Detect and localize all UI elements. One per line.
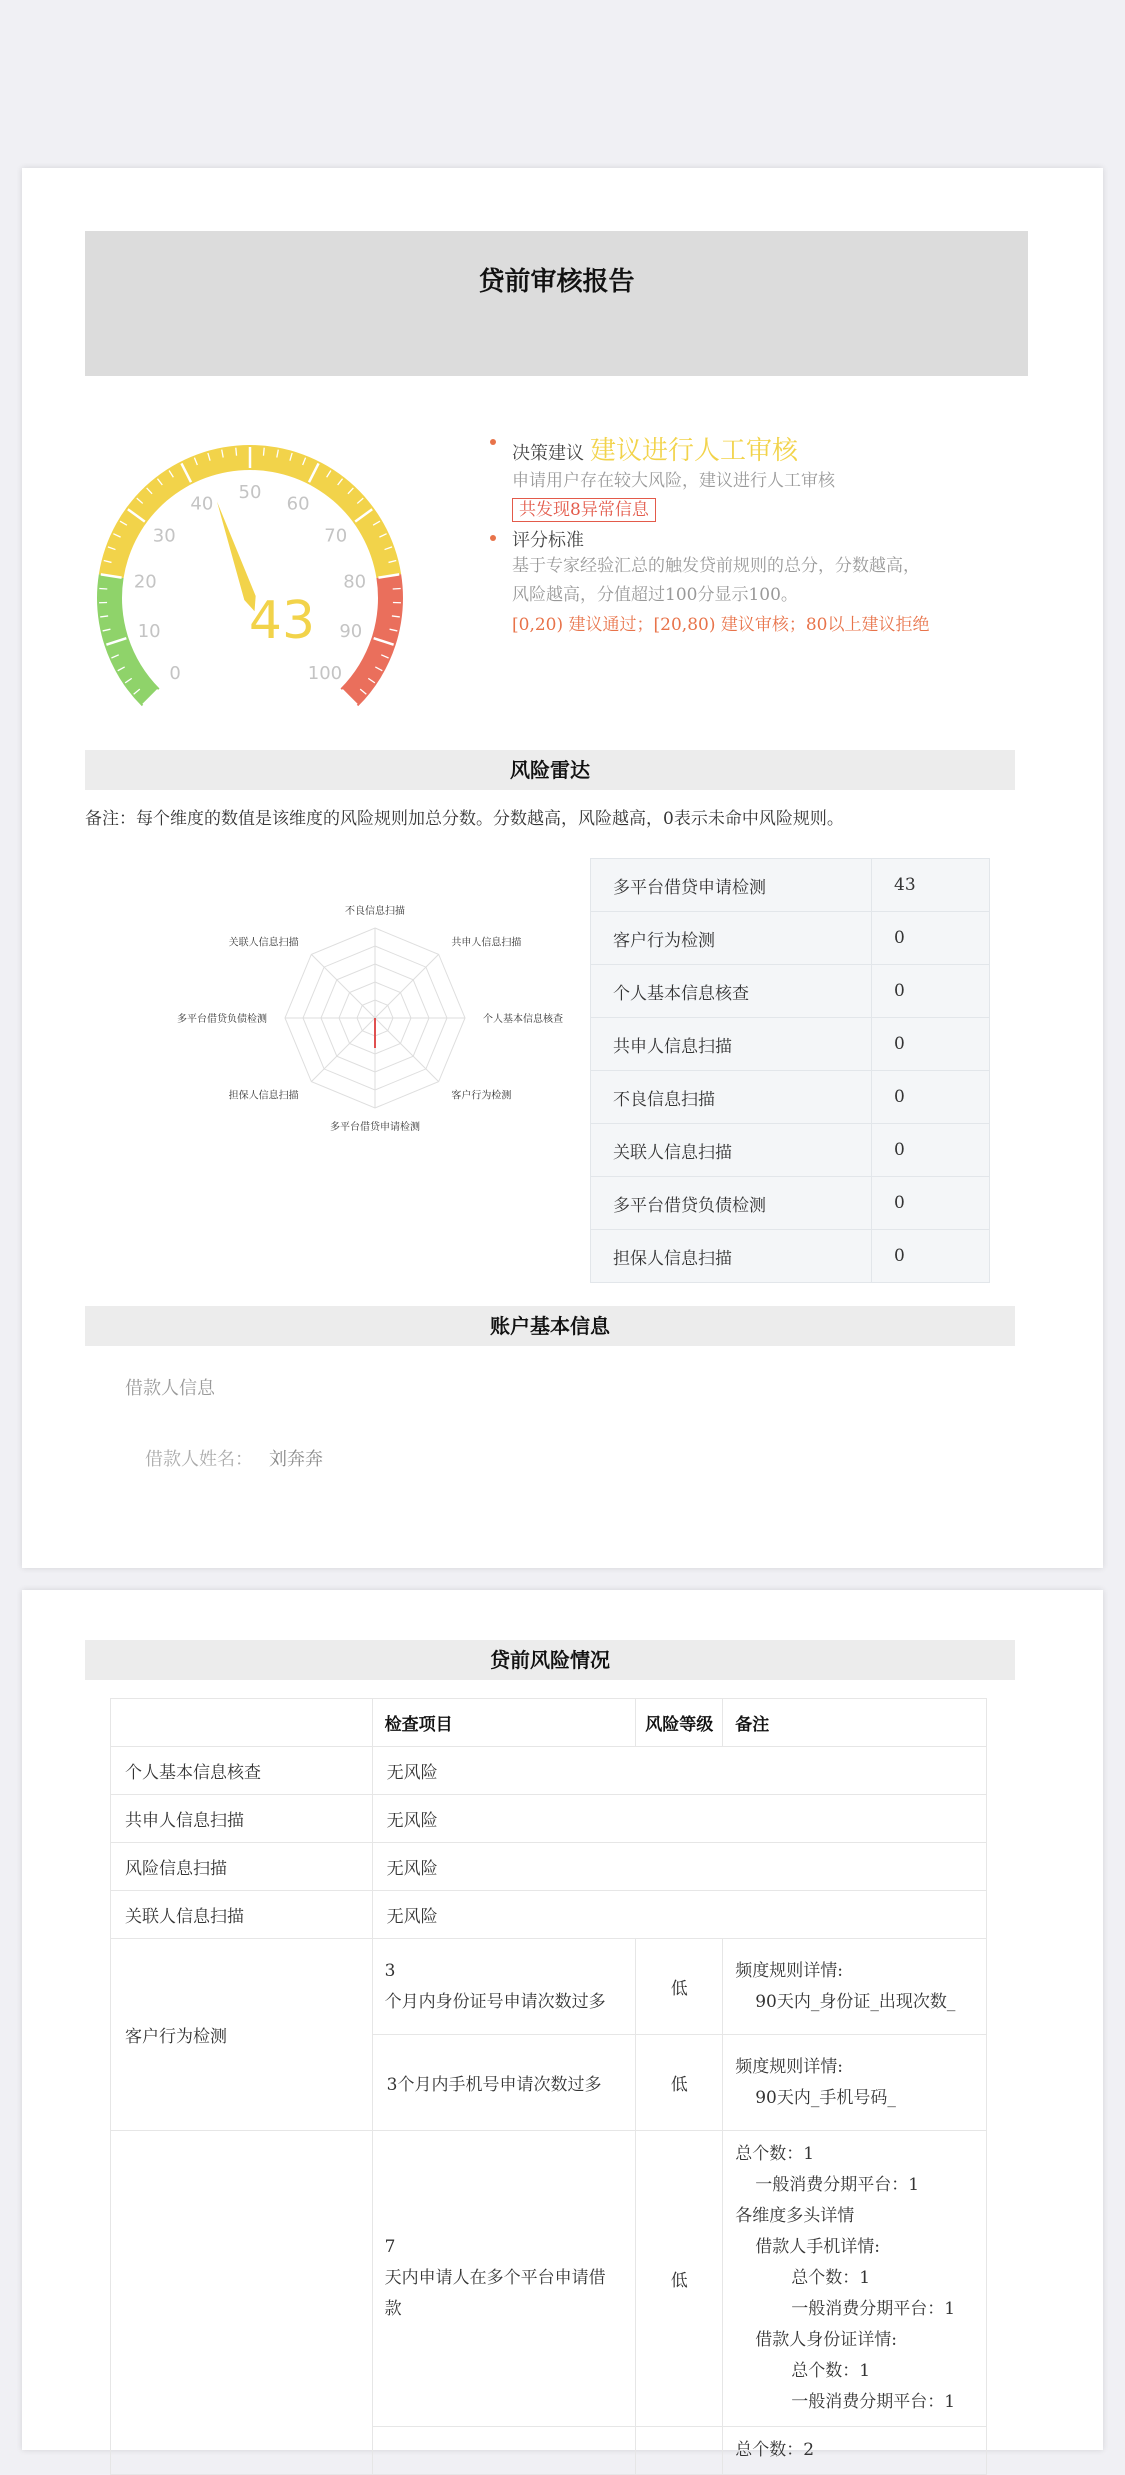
- gauge-tick-label: 10: [138, 621, 161, 642]
- note-line: 90天内_身份证_出现次数_: [735, 1987, 978, 2018]
- decision-label: 决策建议: [512, 443, 584, 464]
- criteria-desc-1: 基于专家经验汇总的触发贷前规则的总分，分数越高，: [512, 552, 1050, 581]
- gauge-tick: [263, 448, 264, 456]
- bullet-icon: [490, 535, 496, 541]
- note-line: 借款人手机详情:: [735, 2232, 978, 2263]
- radar-axis-label: 客户行为检测: [451, 1088, 511, 1101]
- rule-note: [723, 2035, 987, 2131]
- table-row: [591, 912, 990, 965]
- gauge-tick-label: 20: [134, 571, 157, 592]
- row-name: 客户行为检测: [111, 1939, 373, 2131]
- row-name: 关联人信息扫描: [111, 1891, 373, 1939]
- dimension-score: 0: [872, 1230, 990, 1283]
- table-row: [591, 1230, 990, 1283]
- borrower-name-row: [145, 1445, 323, 1471]
- rule-note: [723, 1939, 987, 2035]
- gauge-tick-label: 50: [239, 482, 262, 503]
- radar-score-table: [590, 858, 990, 1283]
- note-line: 频度规则详情:: [735, 2052, 978, 2083]
- header-note: 备注: [723, 1699, 987, 1747]
- note-line: 总个数：1: [735, 2356, 978, 2387]
- table-row: [111, 1843, 987, 1891]
- table-header-row: [111, 1699, 987, 1747]
- check-item-line: 款: [385, 2294, 628, 2325]
- dimension-name: 多平台借贷负债检测: [591, 1177, 872, 1230]
- dimension-score: 43: [872, 859, 990, 912]
- gauge-tick-label: 0: [169, 663, 180, 684]
- note-line: 各维度多头详情: [735, 2201, 978, 2232]
- radar-axis-label: 共申人信息扫描: [451, 936, 521, 949]
- dimension-score: 0: [872, 1177, 990, 1230]
- check-item: 3个月内手机号申请次数过多: [372, 2035, 636, 2131]
- dimension-name: 多平台借贷申请检测: [591, 859, 872, 912]
- note-line: 一般消费分期平台：1: [735, 2294, 978, 2325]
- dimension-name: 不良信息扫描: [591, 1071, 872, 1124]
- row-result: 无风险: [372, 1843, 986, 1891]
- decision-value: 建议进行人工审核: [590, 436, 798, 466]
- check-item-line: 7: [385, 2232, 628, 2263]
- note-line: 总个数：1: [735, 2263, 978, 2294]
- row-result: 无风险: [372, 1891, 986, 1939]
- gauge-tick: [236, 448, 237, 456]
- borrower-name-label: 借款人姓名：: [145, 1449, 253, 1470]
- decision-row: [490, 430, 1050, 522]
- dimension-name: 关联人信息扫描: [591, 1124, 872, 1177]
- risk-radar-chart: [142, 868, 582, 1158]
- table-row: [591, 1177, 990, 1230]
- report-header: [85, 231, 1028, 376]
- note-line: 90天内_手机号码_: [735, 2083, 978, 2114]
- table-row: [111, 1891, 987, 1939]
- note-line: 频度规则详情:: [735, 1956, 978, 1987]
- row-name: 共申人信息扫描: [111, 1795, 373, 1843]
- risk-level: 低: [636, 2035, 723, 2131]
- dimension-score: 0: [872, 1071, 990, 1124]
- note-line: 总个数：2: [735, 2435, 978, 2466]
- borrower-name-value: 刘奔奔: [269, 1449, 323, 1470]
- row-name: [111, 2131, 373, 2475]
- table-row: [591, 965, 990, 1018]
- table-row: [591, 1124, 990, 1177]
- header-check-item: 检查项目: [372, 1699, 636, 1747]
- decision-panel: [490, 430, 1050, 640]
- radar-axis-label: 不良信息扫描: [345, 904, 405, 917]
- gauge-tick-label: 60: [287, 494, 310, 515]
- gauge-tick-label: 100: [308, 663, 342, 684]
- risk-level: 低: [636, 2131, 723, 2427]
- anomaly-count-badge[interactable]: 共发现8异常信息: [512, 498, 656, 522]
- gauge-tick: [393, 589, 401, 590]
- borrower-section-label: 借款人信息: [125, 1374, 215, 1400]
- radar-axis-label: 担保人信息扫描: [229, 1088, 299, 1101]
- dimension-score: 0: [872, 965, 990, 1018]
- radar-section-title: 风险雷达: [85, 750, 1015, 790]
- risk-section-title: 贷前风险情况: [85, 1640, 1015, 1680]
- gauge-tick-label: 70: [324, 526, 347, 547]
- row-result: 无风险: [372, 1795, 986, 1843]
- gauge-tick-label: 80: [343, 571, 366, 592]
- score-value: 43: [249, 591, 315, 651]
- row-result: 无风险: [372, 1747, 986, 1795]
- dimension-score: 0: [872, 1124, 990, 1177]
- row-name: 个人基本信息核查: [111, 1747, 373, 1795]
- table-row: [591, 1018, 990, 1071]
- gauge-tick: [99, 589, 107, 590]
- criteria-label: 评分标准: [512, 530, 584, 551]
- risk-level: [636, 2427, 723, 2475]
- check-item-line: 3: [385, 1956, 628, 1987]
- dimension-name: 客户行为检测: [591, 912, 872, 965]
- check-item: [372, 2427, 636, 2475]
- note-line: 借款人身份证详情:: [735, 2325, 978, 2356]
- dimension-name: 个人基本信息核查: [591, 965, 872, 1018]
- bullet-icon: [490, 439, 496, 445]
- radar-note: 备注：每个维度的数值是该维度的风险规则加总分数。分数越高，风险越高，0表示未命中风险规则。: [85, 804, 844, 829]
- table-row: [111, 1939, 987, 2035]
- note-line: 一般消费分期平台：1: [735, 2170, 978, 2201]
- risk-table: [110, 1698, 987, 2475]
- dimension-name: 担保人信息扫描: [591, 1230, 872, 1283]
- table-row: [591, 1071, 990, 1124]
- score-gauge: [82, 390, 402, 650]
- header-blank: [111, 1699, 373, 1747]
- note-line: 总个数：1: [735, 2139, 978, 2170]
- table-row: [591, 859, 990, 912]
- dimension-name: 共申人信息扫描: [591, 1018, 872, 1071]
- dimension-score: 0: [872, 1018, 990, 1071]
- radar-axis-label: 关联人信息扫描: [229, 936, 299, 949]
- gauge-tick-label: 30: [153, 526, 176, 547]
- gauge-tick-label: 40: [190, 494, 213, 515]
- check-item-line: 个月内身份证号申请次数过多: [385, 1987, 628, 2018]
- radar-axis-label: 个人基本信息核查: [483, 1012, 563, 1025]
- header-risk-level: 风险等级: [636, 1699, 723, 1747]
- decision-desc: 申请用户存在较大风险，建议进行人工审核: [512, 467, 1050, 496]
- radar-axis-label: 多平台借贷负债检测: [177, 1012, 267, 1025]
- gauge-tick-label: 90: [339, 621, 362, 642]
- risk-level: 低: [636, 1939, 723, 2035]
- risk-card: [22, 1590, 1103, 2450]
- table-row: [111, 2131, 987, 2427]
- multi-note: [723, 2427, 987, 2475]
- criteria-desc-2: 风险越高，分值超过100分显示100。: [512, 581, 1050, 610]
- criteria-row: [490, 526, 1050, 640]
- check-item: [372, 2131, 636, 2427]
- check-item-line: 天内申请人在多个平台申请借: [385, 2263, 628, 2294]
- report-card: [22, 168, 1103, 1568]
- criteria-range: [0,20) 建议通过；[20,80) 建议审核；80以上建议拒绝: [512, 610, 1050, 640]
- table-row: [111, 1795, 987, 1843]
- account-section-title: 账户基本信息: [85, 1306, 1015, 1346]
- radar-axis-label: 多平台借贷申请检测: [330, 1120, 420, 1133]
- row-name: 风险信息扫描: [111, 1843, 373, 1891]
- note-line: 一般消费分期平台：1: [735, 2387, 978, 2418]
- dimension-score: 0: [872, 912, 990, 965]
- table-row: [111, 1747, 987, 1795]
- check-item: [372, 1939, 636, 2035]
- report-title: 贷前审核报告: [478, 261, 634, 376]
- multi-note: [723, 2131, 987, 2427]
